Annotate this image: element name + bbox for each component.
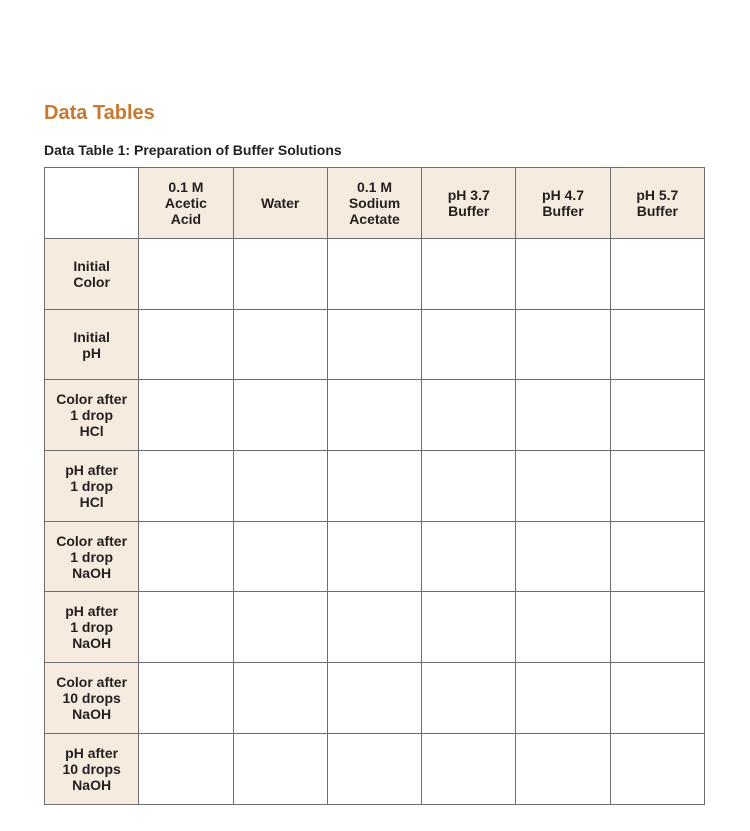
data-entry-cell[interactable] (139, 451, 233, 522)
data-entry-cell[interactable] (610, 451, 704, 522)
column-header-sodium-acetate (327, 168, 421, 239)
row-header-label: pH after 1 drop NaOH (65, 603, 119, 652)
row-header-label: Initial Color (73, 257, 110, 290)
row-header-label: Color after 10 drops NaOH (56, 673, 128, 722)
data-entry-cell[interactable] (422, 663, 516, 734)
data-entry-cell[interactable] (327, 451, 421, 522)
data-entry-cell[interactable] (327, 239, 421, 310)
data-entry-cell[interactable] (327, 733, 421, 804)
column-header-label: 0.1 M Sodium Acetate (348, 179, 401, 227)
data-entry-cell[interactable] (327, 663, 421, 734)
data-entry-cell[interactable] (610, 592, 704, 663)
data-entry-cell[interactable] (233, 309, 327, 380)
column-header-label: pH 3.7 Buffer (447, 187, 490, 219)
data-entry-cell[interactable] (610, 239, 704, 310)
data-entry-cell[interactable] (233, 733, 327, 804)
data-entry-cell[interactable] (610, 380, 704, 451)
row-header-label: pH after 1 drop HCl (65, 461, 119, 510)
column-header-label: 0.1 M Acetic Acid (164, 179, 207, 227)
column-header-acetic-acid (139, 168, 233, 239)
row-header (45, 380, 139, 451)
data-entry-cell[interactable] (516, 592, 610, 663)
header-row (45, 168, 705, 239)
header-corner-cell (45, 168, 139, 239)
table-row (45, 521, 705, 592)
data-entry-cell[interactable] (516, 239, 610, 310)
table-row (45, 663, 705, 734)
data-entry-cell[interactable] (139, 733, 233, 804)
column-header-water (233, 168, 327, 239)
data-entry-cell[interactable] (610, 521, 704, 592)
column-header-label: pH 4.7 Buffer (542, 187, 585, 219)
data-entry-cell[interactable] (139, 521, 233, 592)
table-row (45, 239, 705, 310)
data-entry-cell[interactable] (422, 521, 516, 592)
section-title: Data Tables (44, 102, 155, 124)
table-body (45, 239, 705, 805)
data-entry-cell[interactable] (610, 663, 704, 734)
buffer-data-table (44, 167, 705, 805)
row-header (45, 309, 139, 380)
data-entry-cell[interactable] (422, 592, 516, 663)
data-entry-cell[interactable] (233, 451, 327, 522)
data-entry-cell[interactable] (233, 239, 327, 310)
data-entry-cell[interactable] (233, 663, 327, 734)
column-header-label: pH 5.7 Buffer (636, 187, 679, 219)
data-entry-cell[interactable] (327, 309, 421, 380)
data-entry-cell[interactable] (422, 733, 516, 804)
data-entry-cell[interactable] (327, 380, 421, 451)
column-header-label: Water (261, 195, 300, 211)
data-entry-cell[interactable] (516, 451, 610, 522)
row-header (45, 521, 139, 592)
table-title: Data Table 1: Preparation of Buffer Solutions (44, 142, 342, 158)
table-row (45, 733, 705, 804)
column-header-ph-5-7-buffer (610, 168, 704, 239)
data-entry-cell[interactable] (327, 521, 421, 592)
row-header-label: pH after 10 drops NaOH (62, 744, 121, 793)
table-header (45, 168, 705, 239)
row-header-label: Initial pH (73, 328, 110, 361)
table-row (45, 309, 705, 380)
data-entry-cell[interactable] (139, 309, 233, 380)
data-entry-cell[interactable] (139, 380, 233, 451)
row-header (45, 451, 139, 522)
row-header-label: Color after 1 drop NaOH (56, 532, 128, 581)
data-entry-cell[interactable] (422, 451, 516, 522)
data-entry-cell[interactable] (327, 592, 421, 663)
row-header (45, 663, 139, 734)
table-row (45, 451, 705, 522)
data-entry-cell[interactable] (516, 733, 610, 804)
row-header-label: Color after 1 drop HCl (56, 391, 128, 440)
data-entry-cell[interactable] (516, 521, 610, 592)
column-header-ph-3-7-buffer (422, 168, 516, 239)
row-header (45, 239, 139, 310)
column-header-ph-4-7-buffer (516, 168, 610, 239)
data-entry-cell[interactable] (516, 380, 610, 451)
data-entry-cell[interactable] (139, 592, 233, 663)
data-entry-cell[interactable] (610, 309, 704, 380)
data-entry-cell[interactable] (610, 733, 704, 804)
data-entry-cell[interactable] (233, 380, 327, 451)
table-row (45, 592, 705, 663)
row-header (45, 733, 139, 804)
data-entry-cell[interactable] (422, 380, 516, 451)
data-entry-cell[interactable] (233, 521, 327, 592)
table-row (45, 380, 705, 451)
data-entry-cell[interactable] (233, 592, 327, 663)
row-header (45, 592, 139, 663)
data-entry-cell[interactable] (516, 663, 610, 734)
data-entry-cell[interactable] (516, 309, 610, 380)
data-entry-cell[interactable] (139, 663, 233, 734)
data-entry-cell[interactable] (139, 239, 233, 310)
data-entry-cell[interactable] (422, 309, 516, 380)
data-entry-cell[interactable] (422, 239, 516, 310)
